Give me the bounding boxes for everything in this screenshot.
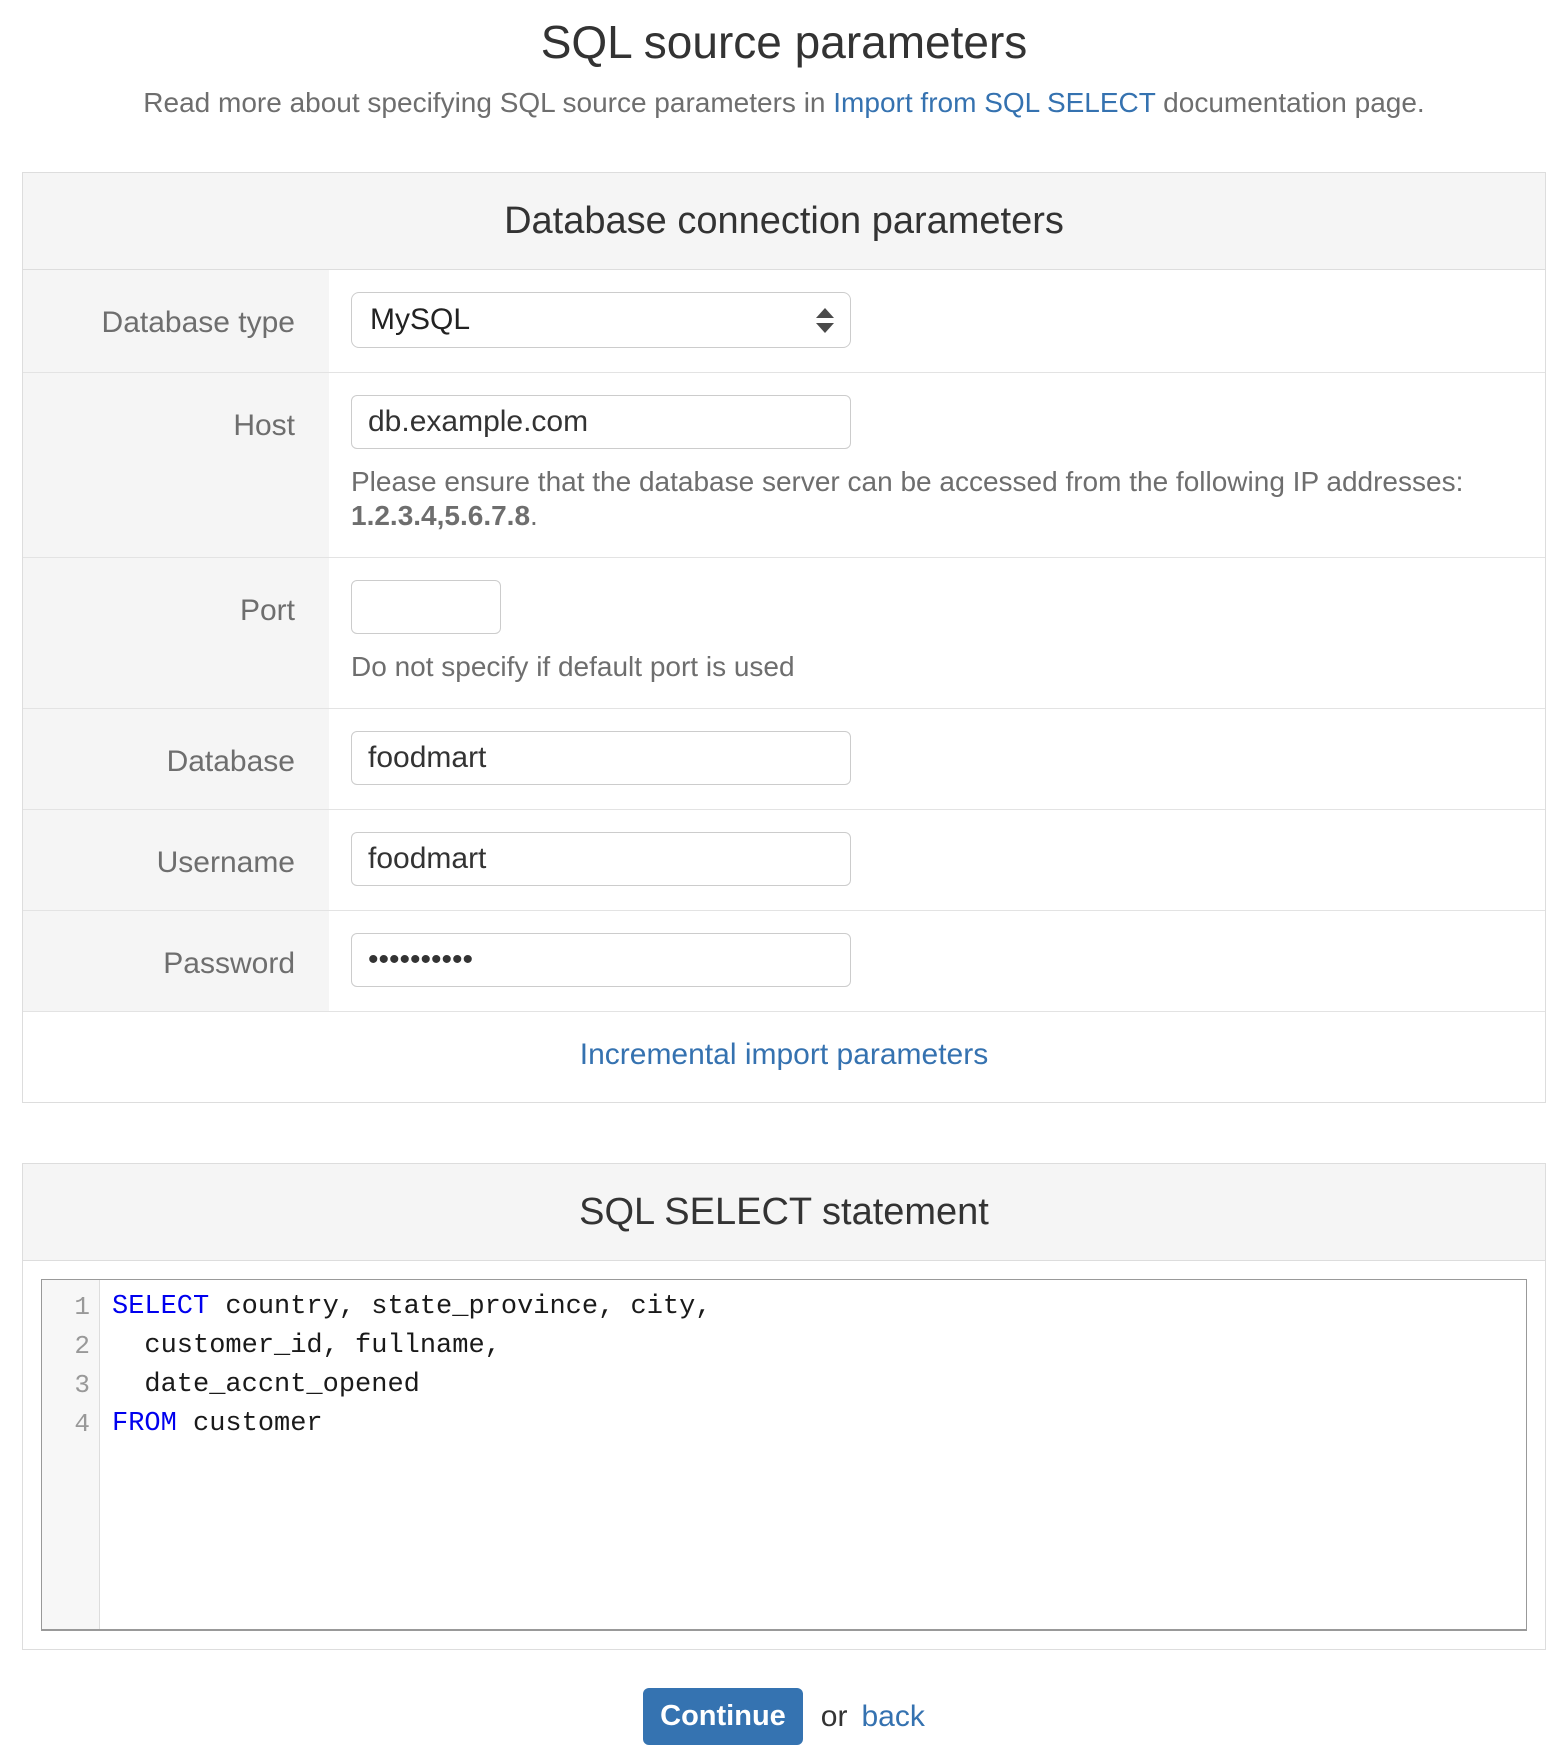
- password-label: Password: [23, 911, 329, 1011]
- sql-editor[interactable]: [41, 1279, 1527, 1631]
- import-from-sql-select-link[interactable]: Import from SQL SELECT: [833, 87, 1156, 118]
- incremental-import-row: [23, 1011, 1545, 1102]
- subtitle-text-prefix: Read more about specifying SQL source parameters in: [143, 87, 834, 118]
- connection-parameters-panel: [22, 172, 1546, 1103]
- sql-editor-cell: [23, 1261, 1545, 1649]
- password-cell: [329, 911, 1545, 1011]
- database-type-select[interactable]: [351, 292, 851, 348]
- host-input[interactable]: [351, 395, 851, 449]
- sql-select-panel: [22, 1163, 1546, 1650]
- username-label: Username: [23, 810, 329, 910]
- username-input[interactable]: [351, 832, 851, 886]
- port-help-text: Do not specify if default port is used: [351, 651, 795, 682]
- sql-code: customer_id, fullname,: [112, 1331, 501, 1361]
- line-number: 3: [74, 1370, 90, 1400]
- sql-code: date_accnt_opened: [112, 1370, 420, 1400]
- host-help-text: [351, 465, 1515, 533]
- host-help-suffix: .: [530, 500, 538, 531]
- line-number: 2: [74, 1331, 90, 1361]
- port-input[interactable]: [351, 580, 501, 634]
- or-text: or: [820, 1699, 848, 1733]
- host-row: [23, 372, 1545, 557]
- database-type-cell: [329, 270, 1545, 372]
- line-number: 4: [74, 1409, 90, 1439]
- port-row: [23, 557, 1545, 708]
- continue-button[interactable]: Continue: [643, 1688, 803, 1745]
- incremental-import-parameters-link[interactable]: Incremental import parameters: [579, 1038, 989, 1071]
- username-row: [23, 809, 1545, 910]
- code-text: [100, 1405, 323, 1444]
- database-input[interactable]: [351, 731, 851, 785]
- port-cell: [329, 558, 1545, 708]
- subtitle-text-suffix: documentation page.: [1155, 87, 1425, 118]
- sql-keyword: SELECT: [112, 1292, 210, 1322]
- database-type-value: MySQL: [370, 303, 471, 336]
- page-title: SQL source parameters: [540, 16, 1028, 68]
- database-type-row: [23, 270, 1545, 372]
- connection-panel-header: Database connection parameters: [23, 173, 1545, 270]
- database-type-label: Database type: [23, 270, 329, 372]
- code-text: [100, 1327, 501, 1366]
- host-help-prefix: Please ensure that the database server can be accessed from the following IP addresses:: [351, 466, 1464, 497]
- host-help-ip-addresses: 1.2.3.4,5.6.7.8: [351, 500, 531, 531]
- database-row: [23, 708, 1545, 809]
- host-label: Host: [23, 373, 329, 557]
- code-line: [42, 1288, 1526, 1327]
- select-arrows-icon: [816, 293, 834, 347]
- sql-panel-header: SQL SELECT statement: [23, 1164, 1545, 1261]
- database-label: Database: [23, 709, 329, 809]
- sql-keyword: FROM: [112, 1409, 177, 1439]
- port-label: Port: [23, 558, 329, 708]
- code-text: [100, 1366, 420, 1405]
- sql-code: customer: [176, 1409, 323, 1439]
- sql-source-parameters-page: [0, 14, 1568, 1745]
- subtitle: [0, 86, 1568, 120]
- username-cell: [329, 810, 1545, 910]
- password-input[interactable]: [351, 933, 851, 987]
- back-link[interactable]: back: [861, 1699, 925, 1733]
- code-text: [100, 1288, 712, 1327]
- host-cell: [329, 373, 1545, 557]
- password-row: [23, 910, 1545, 1011]
- sql-code: country, state_province, city,: [209, 1292, 712, 1322]
- code-line: [42, 1327, 1526, 1366]
- form-actions: [0, 1688, 1568, 1745]
- database-cell: [329, 709, 1545, 809]
- code-line: [42, 1405, 1526, 1444]
- line-number: 1: [74, 1292, 90, 1322]
- code-line: [42, 1366, 1526, 1405]
- editor-code-area: [42, 1280, 1526, 1444]
